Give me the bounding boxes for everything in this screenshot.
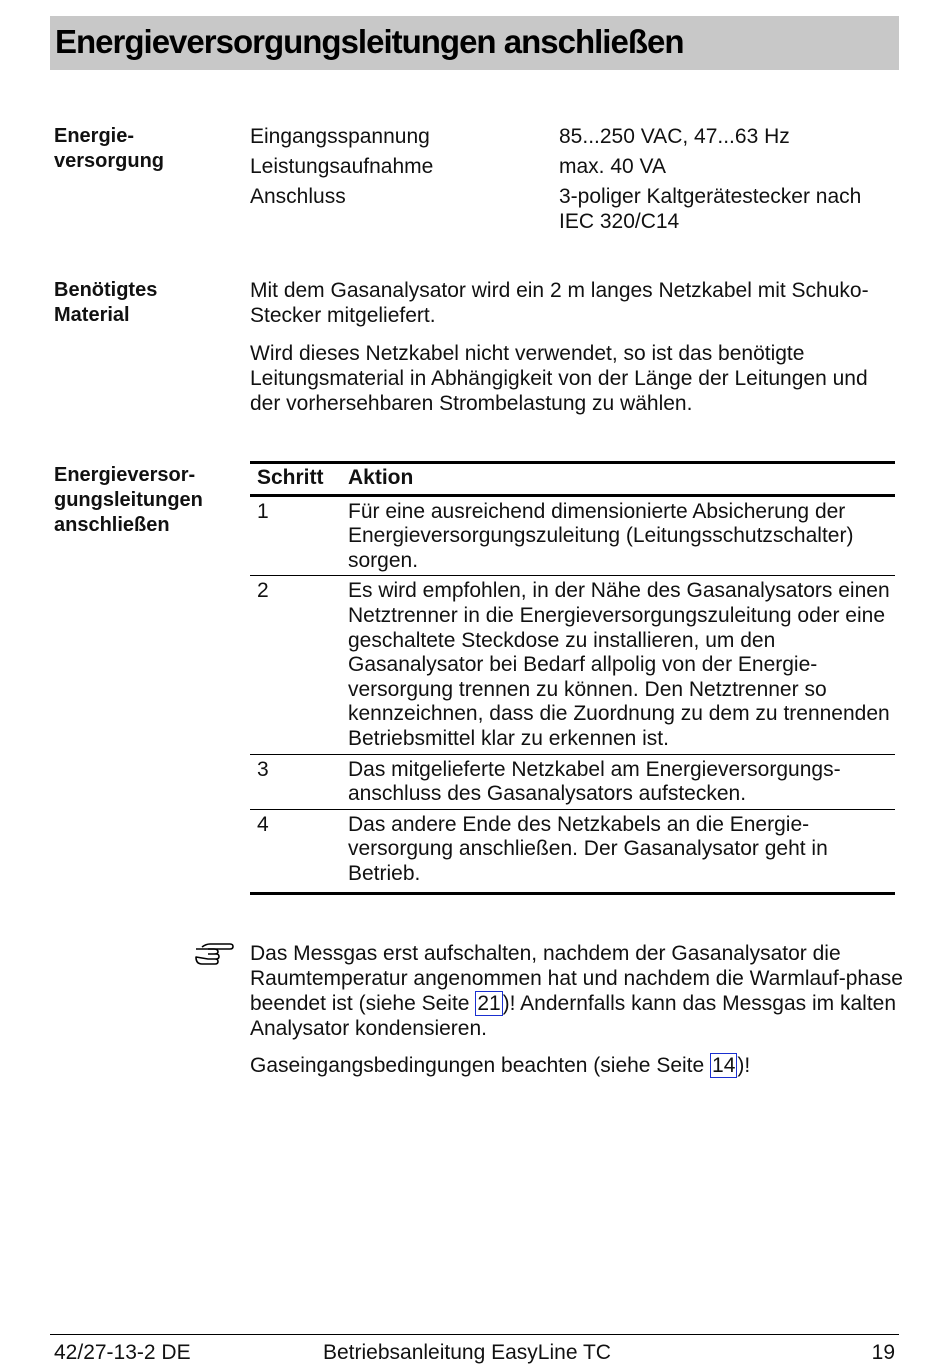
section-label-connect (54, 463, 203, 538)
spec-value: max. 40 VA (559, 155, 666, 178)
spec-name: Eingangsspannung (250, 125, 430, 148)
step-action: Das andere Ende des Netzkabels an die Energie-versorgung anschließen. Der Gasanalysator geht in Betrieb. (341, 809, 895, 893)
spec-name: Leistungsaufnahme (250, 155, 434, 178)
table-row (250, 495, 895, 576)
step-action: Für eine ausreichend dimensionierte Absicherung der Energieversorgungszuleitung (Leitungsschutzschalter) sorgen. (348, 499, 854, 572)
step-number: 2 (250, 576, 341, 754)
footer-doc-title: Betriebsanleitung EasyLine TC (323, 1341, 611, 1364)
section-label-line: Energieversor- (54, 464, 196, 486)
spec-value: 3-poliger Kaltgerätestecker nach IEC 320/C14 (559, 185, 862, 233)
column-header-step: Schritt (250, 463, 341, 496)
section-label-line: Energie- (54, 125, 135, 147)
note-paragraph-1 (250, 941, 905, 1041)
step-action: Das mitgelieferte Netzkabel am Energieversorgungs-anschluss des Gasanalysators aufstecken. (341, 754, 895, 809)
page-title: Energieversorgungsleitungen anschließen (55, 23, 684, 60)
footer-page-number: 19 (871, 1341, 895, 1364)
section-label-line: anschließen (54, 514, 170, 536)
section-label-supply (54, 124, 164, 174)
footer-doc-number: 42/27-13-2 DE (54, 1341, 191, 1364)
note-paragraph-2 (250, 1053, 900, 1078)
material-paragraph-1: Mit dem Gasanalysator wird ein 2 m langes Netzkabel mit Schuko-Stecker mitgeliefert. (250, 279, 869, 327)
table-row (250, 576, 895, 754)
page-link-14[interactable]: 14 (712, 1054, 736, 1077)
section-label-line: gungsleitungen (54, 489, 203, 511)
pointing-hand-icon (194, 940, 234, 966)
column-header-action: Aktion (341, 463, 895, 496)
table-row (250, 809, 895, 893)
material-paragraph-2: Wird dieses Netzkabel nicht verwendet, so ist das benötigte Leitungsmaterial in Abhängigkeit von der Länge der Leitungen und der vorhersehbaren Strombelastung zu wählen. (250, 342, 868, 415)
step-number: 1 (257, 499, 269, 523)
steps-table (250, 461, 895, 895)
section-label-material (54, 278, 157, 328)
table-row (250, 754, 895, 809)
page-footer (50, 1334, 899, 1371)
note-text: )! Andernfalls kann das Messgas im kalten Analysator kondensieren. (250, 992, 897, 1040)
spec-table (250, 124, 900, 234)
spec-value: 85...250 VAC, 47...63 Hz (559, 125, 790, 148)
section-label-line: versorgung (54, 150, 165, 172)
page-link-21[interactable]: 21 (477, 992, 501, 1015)
section-label-line: Benötigtes (54, 279, 158, 301)
note-text: )! (737, 1054, 751, 1077)
step-number: 4 (250, 809, 341, 893)
note-text: Das Messgas erst aufschalten, nachdem der Gasanalysator die Raumtemperatur angenommen hat und nachdem die Warmlauf-phase beendet ist (siehe Seite (250, 942, 903, 1015)
step-action: Es wird empfohlen, in der Nähe des Gasanalysators einen Netztrenner in die Energieversorgungszuleitung oder eine geschaltete Steckdose zu installieren, um den Gasanalysator bei Bedarf allpolig von der Energie-versorgung trennen zu können. Den Netztrenner so kennzeichnen, dass die Zuordnung zu dem zu trennenden Betriebsmittel klar zu erkennen ist. (341, 576, 895, 754)
step-number: 3 (250, 754, 341, 809)
spec-name: Anschluss (250, 185, 346, 208)
section-label-line: Material (54, 304, 130, 326)
title-bar (50, 16, 899, 70)
note-text: Gaseingangsbedingungen beachten (siehe Seite (250, 1054, 711, 1077)
table-header-row (250, 463, 895, 496)
